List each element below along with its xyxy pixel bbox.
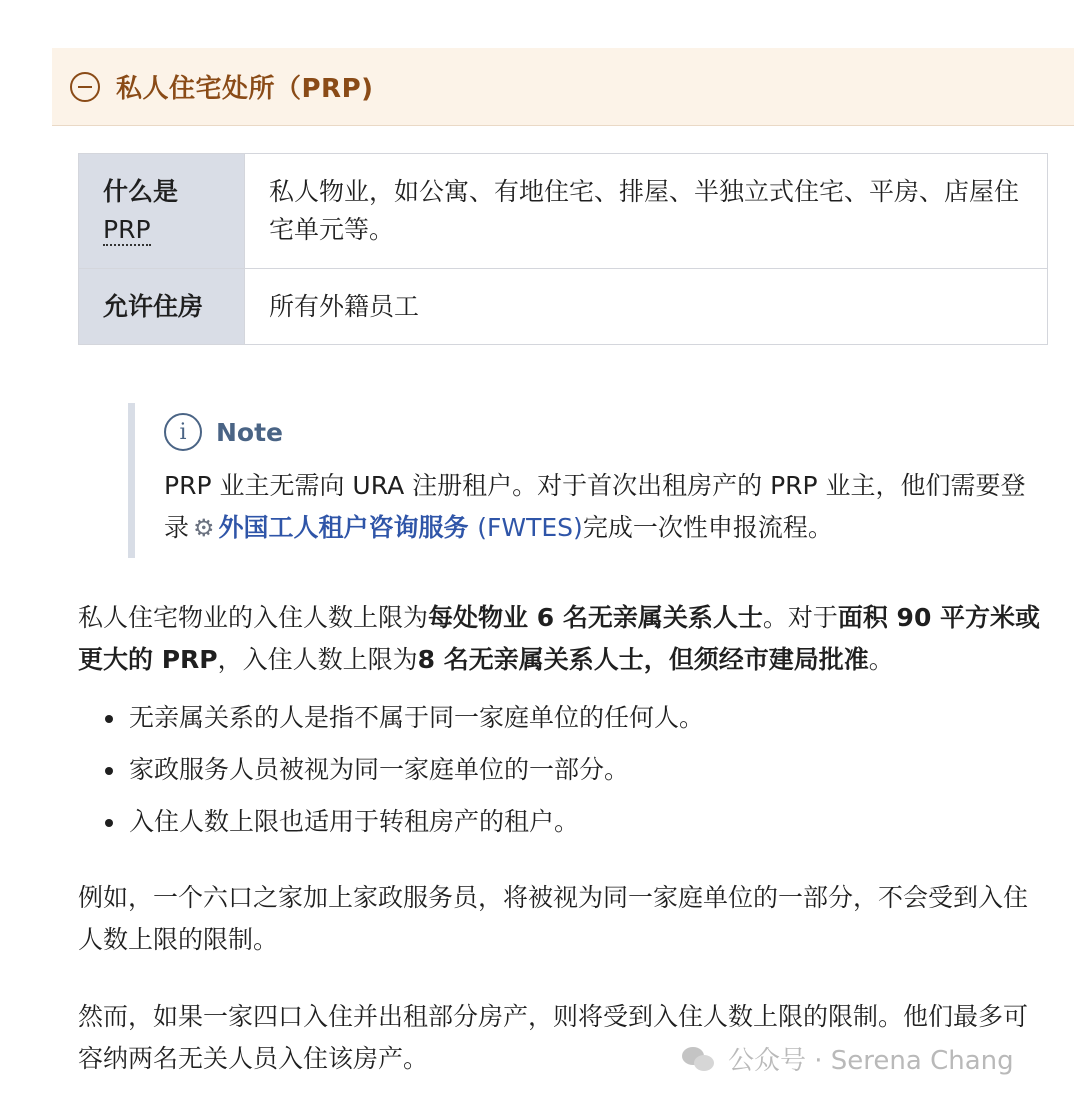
fwtes-link[interactable] [219, 513, 583, 542]
bullet-list [78, 700, 1028, 856]
wechat-icon [682, 1045, 716, 1073]
section-header[interactable] [52, 48, 1074, 126]
text: 。对于 [762, 603, 838, 632]
fwtes-link-text[interactable]: 外国工人租户咨询服务 [218, 513, 469, 542]
table-header-cell: 允许住房 [79, 269, 245, 345]
table-row [79, 269, 1048, 345]
collapse-icon[interactable] [70, 72, 100, 102]
header-text: 什么是 [103, 177, 179, 206]
note-header [164, 413, 1033, 451]
fwtes-link-abbr[interactable]: (FWTES) [477, 513, 583, 542]
table-header-cell [79, 154, 245, 269]
bold-text: 面积 90 平方米或更大的 PRP [78, 603, 1041, 674]
watermark [682, 1040, 1014, 1077]
example-paragraph: 例如，一个六口之家加上家政服务员，将被视为同一家庭单位的一部分，不会受到入住人数上限的限制。 [78, 883, 1029, 954]
note-text-end: 完成一次性申报流程。 [582, 513, 833, 542]
text: 。 [868, 645, 894, 674]
prp-abbreviation[interactable]: PRP [103, 215, 151, 244]
note-text: PRP 业主无需向 URA 注册租户。对于首次出租房产的 PRP 业主，他们需要登录 [164, 471, 1026, 542]
info-table [78, 153, 1048, 345]
note-title: Note [216, 417, 284, 447]
table-value-cell: 所有外籍员工 [245, 269, 1048, 345]
limit-paragraph: 然而，如果一家四口入住并出租部分房产，则将受到入住人数上限的限制。他们最多可容纳两名无关人员入住该房产。 [78, 1002, 1029, 1073]
note-callout [128, 403, 1033, 558]
list-item: 入住人数上限也适用于转租房产的租户。 [78, 804, 1028, 856]
info-icon: i [164, 413, 202, 451]
note-body [164, 465, 1033, 549]
gear-icon: ⚙ [193, 514, 215, 542]
text: ，入住人数上限为 [217, 645, 418, 674]
occupancy-paragraph [78, 597, 1048, 681]
list-item: 无亲属关系的人是指不属于同一家庭单位的任何人。 [78, 700, 1028, 752]
list-item: 家政服务人员被视为同一家庭单位的一部分。 [78, 752, 1028, 804]
table-value-cell: 私人物业，如公寓、有地住宅、排屋、半独立式住宅、平房、店屋住宅单元等。 [245, 154, 1048, 269]
section-title: 私人住宅处所（PRP) [116, 74, 374, 104]
table-row [79, 154, 1048, 269]
bold-text: 8 名无亲属关系人士，但须经市建局批准 [417, 645, 869, 674]
bold-text: 每处物业 6 名无亲属关系人士 [428, 603, 763, 632]
text: 私人住宅物业的入住人数上限为 [78, 603, 429, 632]
watermark-text: 公众号 · Serena Chang [728, 1046, 1014, 1076]
